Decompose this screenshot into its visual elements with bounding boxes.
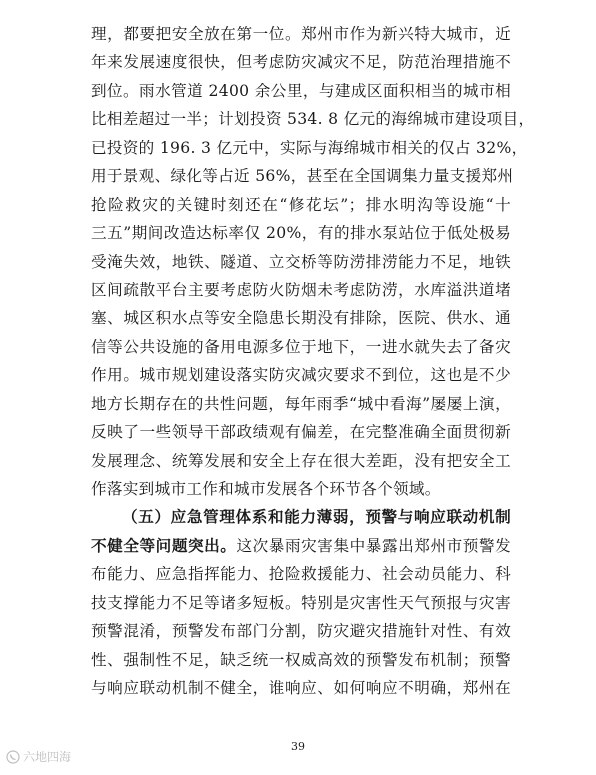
text-line: 信等公共设施的备用电源多位于地下，一进水就失去了备灾 (91, 337, 511, 356)
text-line: 地方长期存在的共性问题，每年雨季“城中看海”屡屡上演， (91, 394, 511, 413)
text-line: 理，都要把安全放在第一位。郑州市作为新兴特大城市，近 (91, 25, 511, 43)
text-line: 三五”期间改造达标率仅 20%，有的排水泵站位于低处极易 (91, 224, 511, 243)
text-line: 预警混淆，预警发布部门分割，防灾避灾措施针对性、有效 (91, 622, 511, 641)
text-line: 比相差超过一半；计划投资 534. 8 亿元的海绵城市建设项目， (91, 110, 535, 129)
text-line: 性、强制性不足，缺乏统一权威高效的预警发布机制；预警 (91, 650, 511, 669)
text-line: 作落实到城市工作和城市发展各个环节各个领域。 (91, 480, 441, 498)
page-number: 39 (291, 740, 305, 753)
text-line: 用于景观、绿化等占近 56%，甚至在全国调集力量支援郑州 (91, 167, 514, 186)
watermark (6, 748, 71, 765)
body-text (91, 20, 535, 703)
text-line: 反映了一些领导干部政绩观有偏差，在完整准确全面贯彻新 (91, 423, 511, 442)
text-line: 塞、城区积水点等安全隐患长期没有排除，医院、供水、通 (91, 309, 511, 328)
watermark-text: 六地四海 (23, 750, 72, 764)
text-line (91, 532, 511, 560)
text-line: 已投资的 196. 3 亿元中，实际与海绵城市相关的仅占 32%， (91, 138, 528, 157)
section-line-rest: 这次暴雨灾害集中暴露出郑州市预警发 (236, 536, 511, 555)
section-heading-cont: 不健全等问题突出。 (91, 535, 237, 555)
text-line: 作用。城市规划建设落实防灾减灾要求不到位，这也是不少 (91, 366, 511, 385)
text-line: 发展理念、统筹发展和安全上存在很大差距，没有把安全工 (91, 451, 511, 470)
text-line: 布能力、应急指挥能力、抢险救援能力、社会动员能力、科 (91, 565, 511, 584)
phone-icon (6, 750, 20, 764)
text-line: 与响应联动机制不健全，谁响应、如何响应不明确，郑州在 (91, 679, 511, 698)
text-line: 区间疏散平台主要考虑防火防烟未考虑防涝，水库溢洪道堵 (91, 280, 511, 299)
text-line: 抢险救灾的关键时刻还在“修花坛”；排水明沟等设施“十 (91, 195, 511, 214)
text-line: 技支撑能力不足等诸多短板。特别是灾害性天气预报与灾害 (91, 593, 511, 612)
text-line: 年来发展速度很快，但考虑防灾减灾不足，防范治理措施不 (91, 53, 511, 72)
text-line: 受淹失效，地铁、隧道、立交桥等防涝排涝能力不足，地铁 (91, 252, 511, 271)
section-heading: （五）应急管理体系和能力薄弱，预警与响应联动机制 (122, 507, 511, 527)
text-line: 到位。雨水管道 2400 余公里，与建成区面积相当的城市相 (91, 81, 511, 100)
